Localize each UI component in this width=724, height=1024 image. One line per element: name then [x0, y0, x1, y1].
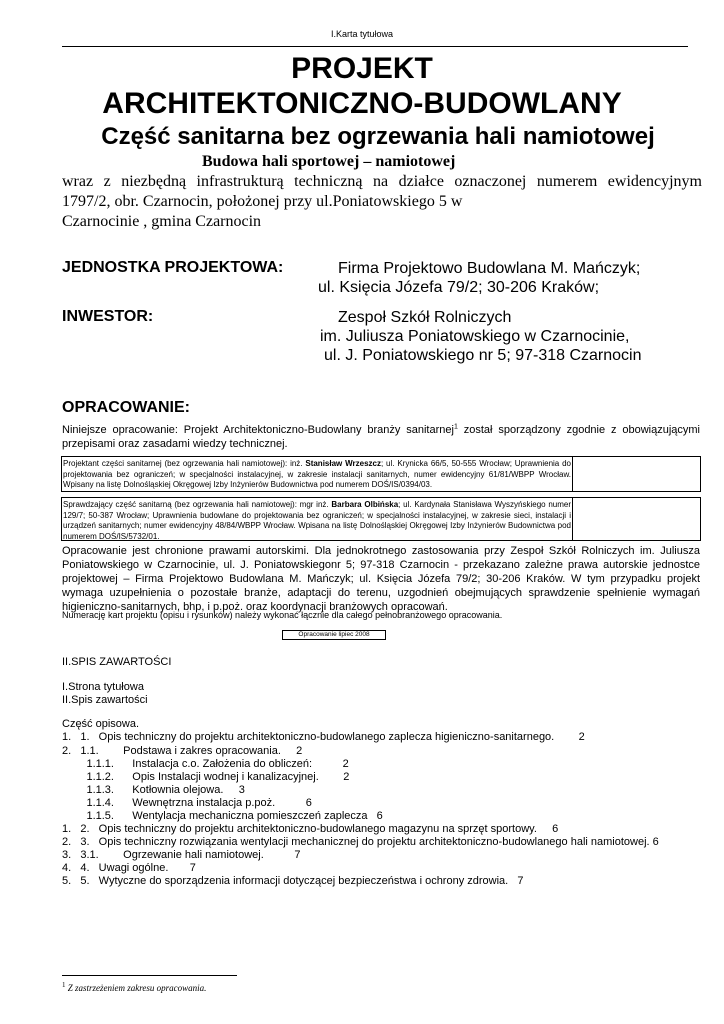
toc-heading: II.SPIS ZAWARTOŚCI — [62, 656, 172, 668]
intro-paragraph — [62, 423, 700, 451]
opracowanie-label: OPRACOWANIE: — [62, 399, 190, 416]
toc-item: I.Strona tytułowa — [62, 681, 144, 693]
description-line-1: wraz z niezbędną infrastrukturą techniczną na działce oznaczonej numerem ewidencyjnym — [62, 173, 702, 190]
designer-name: Stanisław Wrzeszcz — [305, 459, 381, 468]
reviewer-details: ; ul. Kardynała Stanisława Wyszyńskiego numer 129/7; 50-387 Wrocław; Uprawnienia budowlane do projektowania bez ograniczeń; w specjalności instalacyjnej, w zakresie sieci, instalacji i urządzeń sanitarnych; numer ewidencyjny 48/84/WBPP Wrocław. Wpisana na listę Dolnośląskiej Okręgowej Izby Inżynierów Budownictwa pod numerem DOŚ/IS/5732/01. — [63, 500, 572, 541]
footnote-rule — [62, 975, 237, 976]
footnote-number: 1 — [62, 981, 66, 989]
reviewer-box — [61, 497, 701, 541]
toc-item: 1.1.2. Opis Instalacji wodnej i kanalizacyjnej. 2 — [62, 771, 350, 783]
toc-item: 1. 2. Opis techniczny do projektu architektoniczno-budowlanego magazynu na sprzęt sportowy. 6 — [62, 823, 559, 835]
page-header: I.Karta tytułowa — [330, 29, 394, 39]
project-description — [62, 172, 702, 232]
toc-item: 1.1.5. Wentylacja mechaniczna pomieszczeń zaplecza 6 — [62, 810, 383, 822]
footnote-ref: 1 — [453, 423, 458, 431]
inwestor-label: INWESTOR: — [62, 308, 154, 325]
intro-text-b: został sporządzony zgodnie z obowiązującymi przepisami oraz zasadami wiedzy technicznej. — [62, 424, 700, 450]
toc-item: 3. 3.1. Ogrzewanie hali namiotowej. 7 — [62, 849, 301, 861]
copyright-paragraph: Opracowanie jest chronione prawami autorskimi. Dla jednokrotnego zastosowania przy Zespoł Szkół Rolniczych im. Juliusza Poniatowskiego w Czarnocinie, ul. J. Poniatowskiegonr 5; 97-318 Czarnocin - przekazano zależne prawa autorskie jednostce projektowej – Firma Projektowo Budowlana M. Mańczyk; ul. Księcia Józefa 79/2; 30-206 Kraków. W tym przypadku projekt wymaga uzupełnienia o pozostałe branże, adaptacji do terenu, uzgodnień obejmujących sprawdzenie spełnienie wymagań higieniczno-sanitarnych, bhp, i p.poż. oraz koordynacji branżowych opracowań. — [62, 545, 700, 613]
toc-item: 1.1.1. Instalacja c.o. Założenia do obliczeń: 2 — [62, 758, 349, 770]
designer-box — [61, 456, 701, 492]
toc-item: 1.1.3. Kotłownia olejowa. 3 — [62, 784, 245, 796]
description-line-2: 1797/2, obr. Czarnocin, położonej przy ul.Poniatowskiego 5 w — [62, 193, 463, 210]
title-line-4: Budowa hali sportowej – namiotowej — [202, 153, 456, 170]
intro-text-a: Niniejsze opracowanie: Projekt Architektoniczno-Budowlany branży sanitarnej — [62, 424, 454, 436]
title-line-1: PROJEKT — [291, 52, 433, 85]
numbering-note: Numerację kart projektu (opisu i rysunków) należy wykonać łącznie dla całego pełnobranżowego opracowania. — [62, 610, 503, 620]
title-line-2: ARCHITEKTONICZNO-BUDOWLANY — [102, 87, 622, 120]
designer-text — [62, 457, 573, 491]
toc-item: Część opisowa. — [62, 718, 140, 730]
jednostka-line-2: ul. Księcia Józefa 79/2; 30-206 Kraków; — [318, 279, 600, 296]
toc-item: 2. 1.1. Podstawa i zakres opracowania. 2 — [62, 745, 303, 757]
inwestor-line-3: ul. J. Poniatowskiego nr 5; 97-318 Czarnocin — [324, 347, 642, 364]
toc-item: 1. 1. Opis techniczny do projektu architektoniczno-budowlanego zaplecza higieniczno-sanitarnego. 2 — [62, 731, 585, 743]
toc-item: 4. 4. Uwagi ogólne. 7 — [62, 862, 196, 874]
header-rule — [62, 46, 688, 47]
toc-item: II.Spis zawartości — [62, 694, 148, 706]
reviewer-role: Sprawdzający część sanitarną (bez ogrzewania hali namiotowej): mgr inż. — [63, 500, 332, 509]
jednostka-line-1: Firma Projektowo Budowlana M. Mańczyk; — [338, 260, 641, 277]
reviewer-name: Barbara Olbińska — [331, 500, 399, 509]
description-line-3: Czarnocinie , gmina Czarnocin — [62, 213, 262, 230]
footnote-text: Z zastrzeżeniem zakresu opracowania. — [67, 983, 207, 993]
title-line-3: Część sanitarna bez ogrzewania hali namiotowej — [101, 123, 655, 150]
jednostka-label: JEDNOSTKA PROJEKTOWA: — [62, 259, 284, 276]
toc-item: 5. 5. Wytyczne do sporządzenia informacji dotyczącej bezpieczeństwa i ochrony zdrowia. 7 — [62, 875, 524, 887]
toc-item: 1.1.4. Wewnętrzna instalacja p.poż. 6 — [62, 797, 312, 809]
reviewer-text — [62, 498, 573, 540]
footnote — [62, 983, 206, 993]
toc-item: 2. 3. Opis techniczny rozwiązania wentylacji mechanicznej do projektu architektoniczno-budowlanego hali namiotowej. 6 — [62, 836, 659, 848]
designer-details: ; ul. Krynicka 66/5, 50-555 Wrocław; Uprawnienia do projektowania bez ograniczeń; w specjalności instalacyjnej, w zakresie instalacji sanitarnych, numer ewidencyjny 61/81/WBPP Wrocław. Wpisany na listę Dolnośląskiej Okręgowej Izby Inżynierów Budownictwa pod numerem DOŚ/IS/0394/03. — [63, 459, 571, 489]
inwestor-line-1: Zespoł Szkół Rolniczych — [338, 309, 512, 326]
date-stamp: Opracowanie lipiec 2008 — [282, 630, 386, 640]
designer-role: Projektant części sanitarnej (bez ogrzewania hali namiotowej): inż. — [63, 459, 306, 468]
inwestor-line-2: im. Juliusza Poniatowskiego w Czarnocinie, — [320, 328, 630, 345]
